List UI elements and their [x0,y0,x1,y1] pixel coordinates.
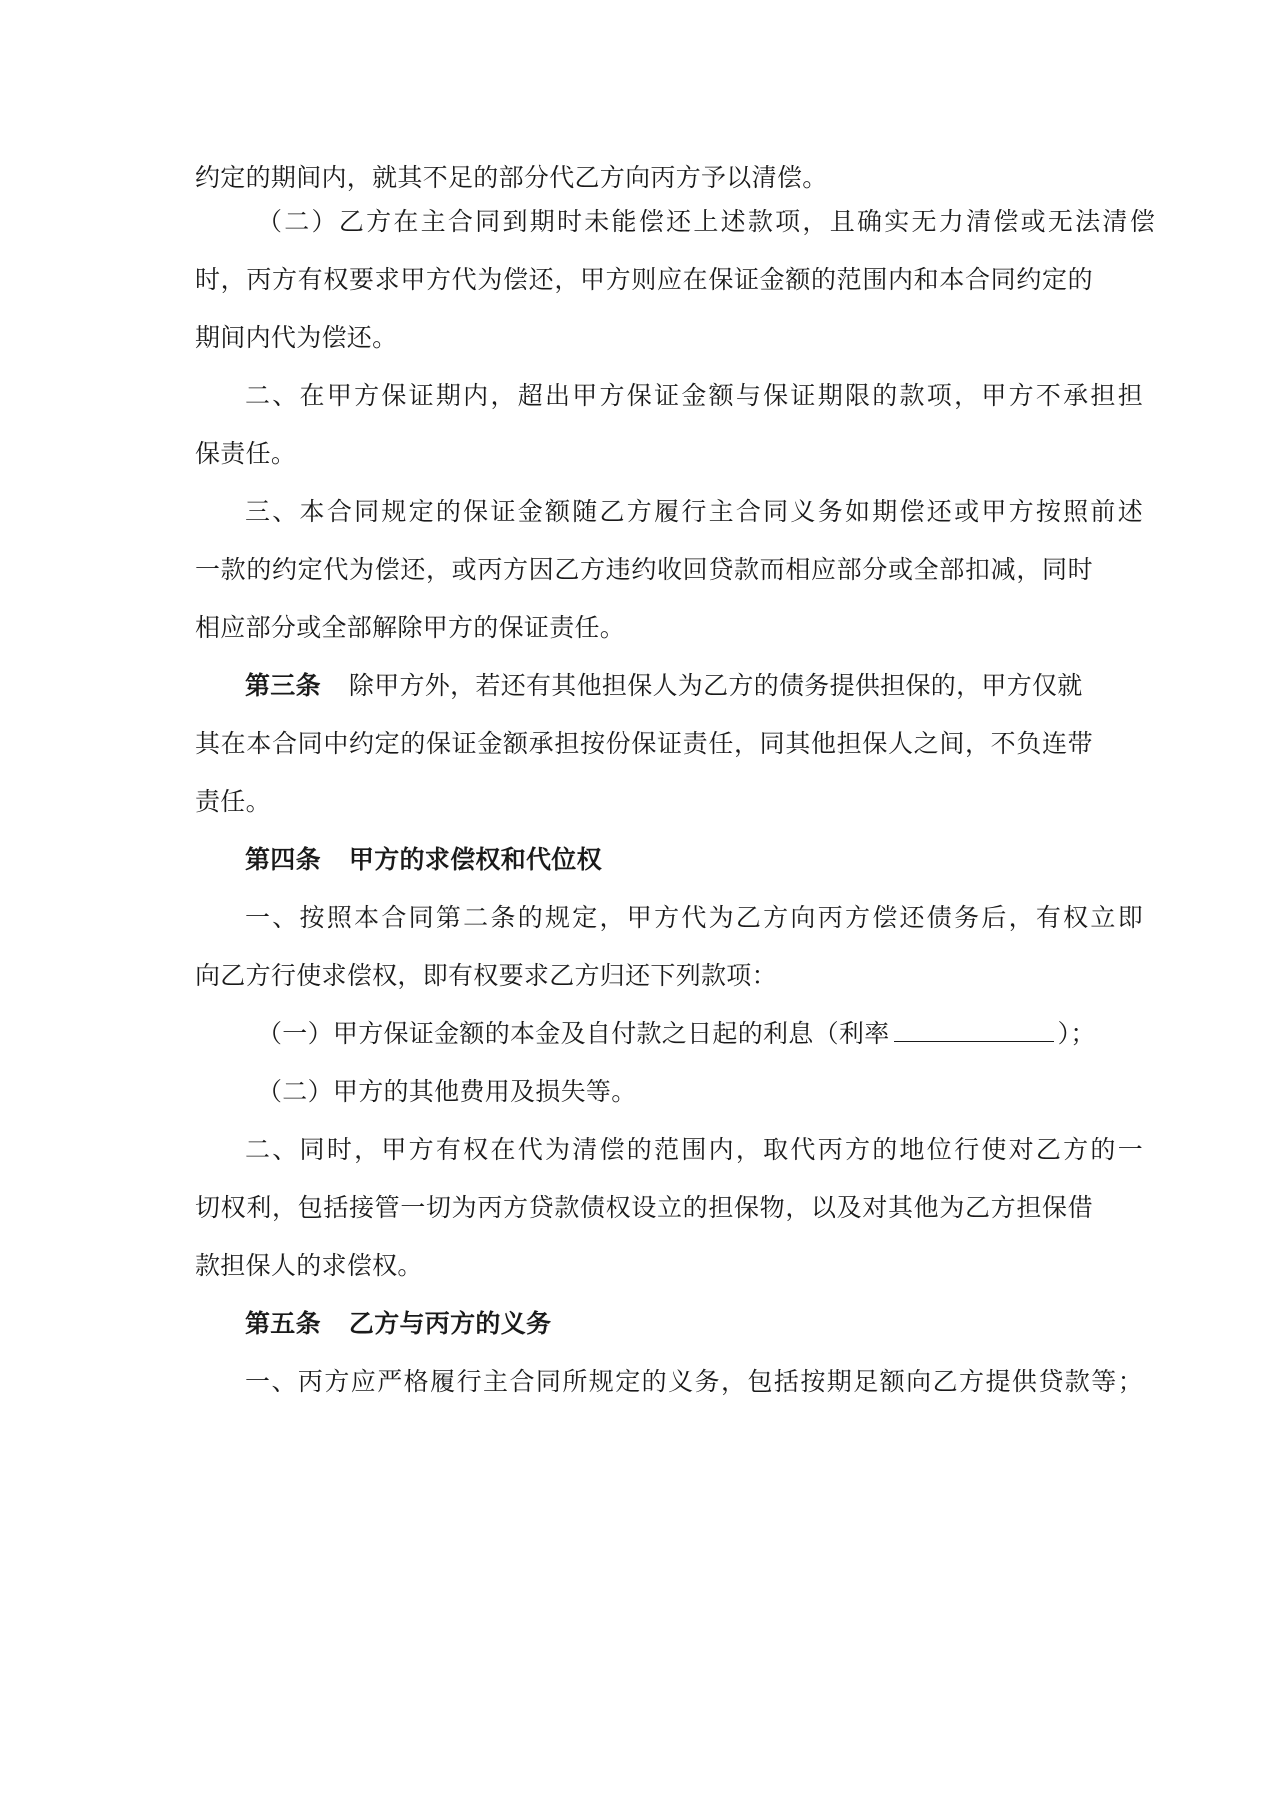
paragraph-text: 除甲方外，若还有其他担保人为乙方的债务提供担保的，甲方仅就 [348,671,1083,700]
paragraph-line: 一款的约定代为偿还，或丙方因乙方违约收回贷款而相应部分或全部扣减，同时 [195,555,1093,584]
paragraph-line: 相应部分或全部解除甲方的保证责任。 [195,613,626,642]
paragraph-line: 款担保人的求偿权。 [195,1251,423,1280]
paragraph-line: （二）甲方的其他费用及损失等。 [257,1077,637,1106]
article-3-label: 第三条 [245,671,321,700]
paragraph-line: 切权利，包括接管一切为丙方贷款债权设立的担保物，以及对其他为乙方担保借 [195,1193,1093,1222]
paragraph-line: 二、同时，甲方有权在代为清偿的范围内，取代丙方的地位行使对乙方的一 [245,1135,1143,1164]
article-5-heading [195,1304,1143,1344]
paragraph-text: ）； [1057,1019,1096,1048]
interest-rate-blank [894,1015,1054,1042]
paragraph-line: 保责任。 [195,439,297,468]
paragraph-line: 一、丙方应严格履行主合同所规定的义务，包括按期足额向乙方提供贷款等； [245,1367,1143,1396]
paragraph-line: 期间内代为偿还。 [195,323,398,352]
paragraph-line: 向乙方行使求偿权，即有权要求乙方归还下列款项： [195,961,777,990]
paragraph-line: 约定的期间内，就其不足的部分代乙方向丙方予以清偿。 [195,163,828,192]
paragraph-line: 时，丙方有权要求甲方代为偿还，甲方则应在保证金额的范围内和本合同约定的 [195,265,1093,294]
paragraph-line: 其在本合同中约定的保证金额承担按份保证责任，同其他担保人之间，不负连带 [195,729,1093,758]
paragraph-line: 责任。 [195,787,271,816]
paragraph-line: 三、本合同规定的保证金额随乙方履行主合同义务如期偿还或甲方按照前述 [245,497,1143,526]
interest-rate-line [195,1014,1155,1054]
paragraph-line: 二、在甲方保证期内，超出甲方保证金额与保证期限的款项，甲方不承担担 [245,381,1143,410]
article-4-label: 第四条 [245,845,321,874]
article-4-heading [195,840,1143,880]
article-5-label: 第五条 [245,1309,321,1338]
paragraph-line: 一、按照本合同第二条的规定，甲方代为乙方向丙方偿还债务后，有权立即 [245,903,1143,932]
paragraph-text: （一）甲方保证金额的本金及自付款之日起的利息（利率 [257,1019,890,1048]
paragraph-line: （二）乙方在主合同到期时未能偿还上述款项，且确实无力清偿或无法清偿 [257,207,1155,236]
article-5-title: 乙方与丙方的义务 [348,1309,552,1338]
article-4-title: 甲方的求偿权和代位权 [348,845,602,874]
article-3-line [195,666,1143,706]
